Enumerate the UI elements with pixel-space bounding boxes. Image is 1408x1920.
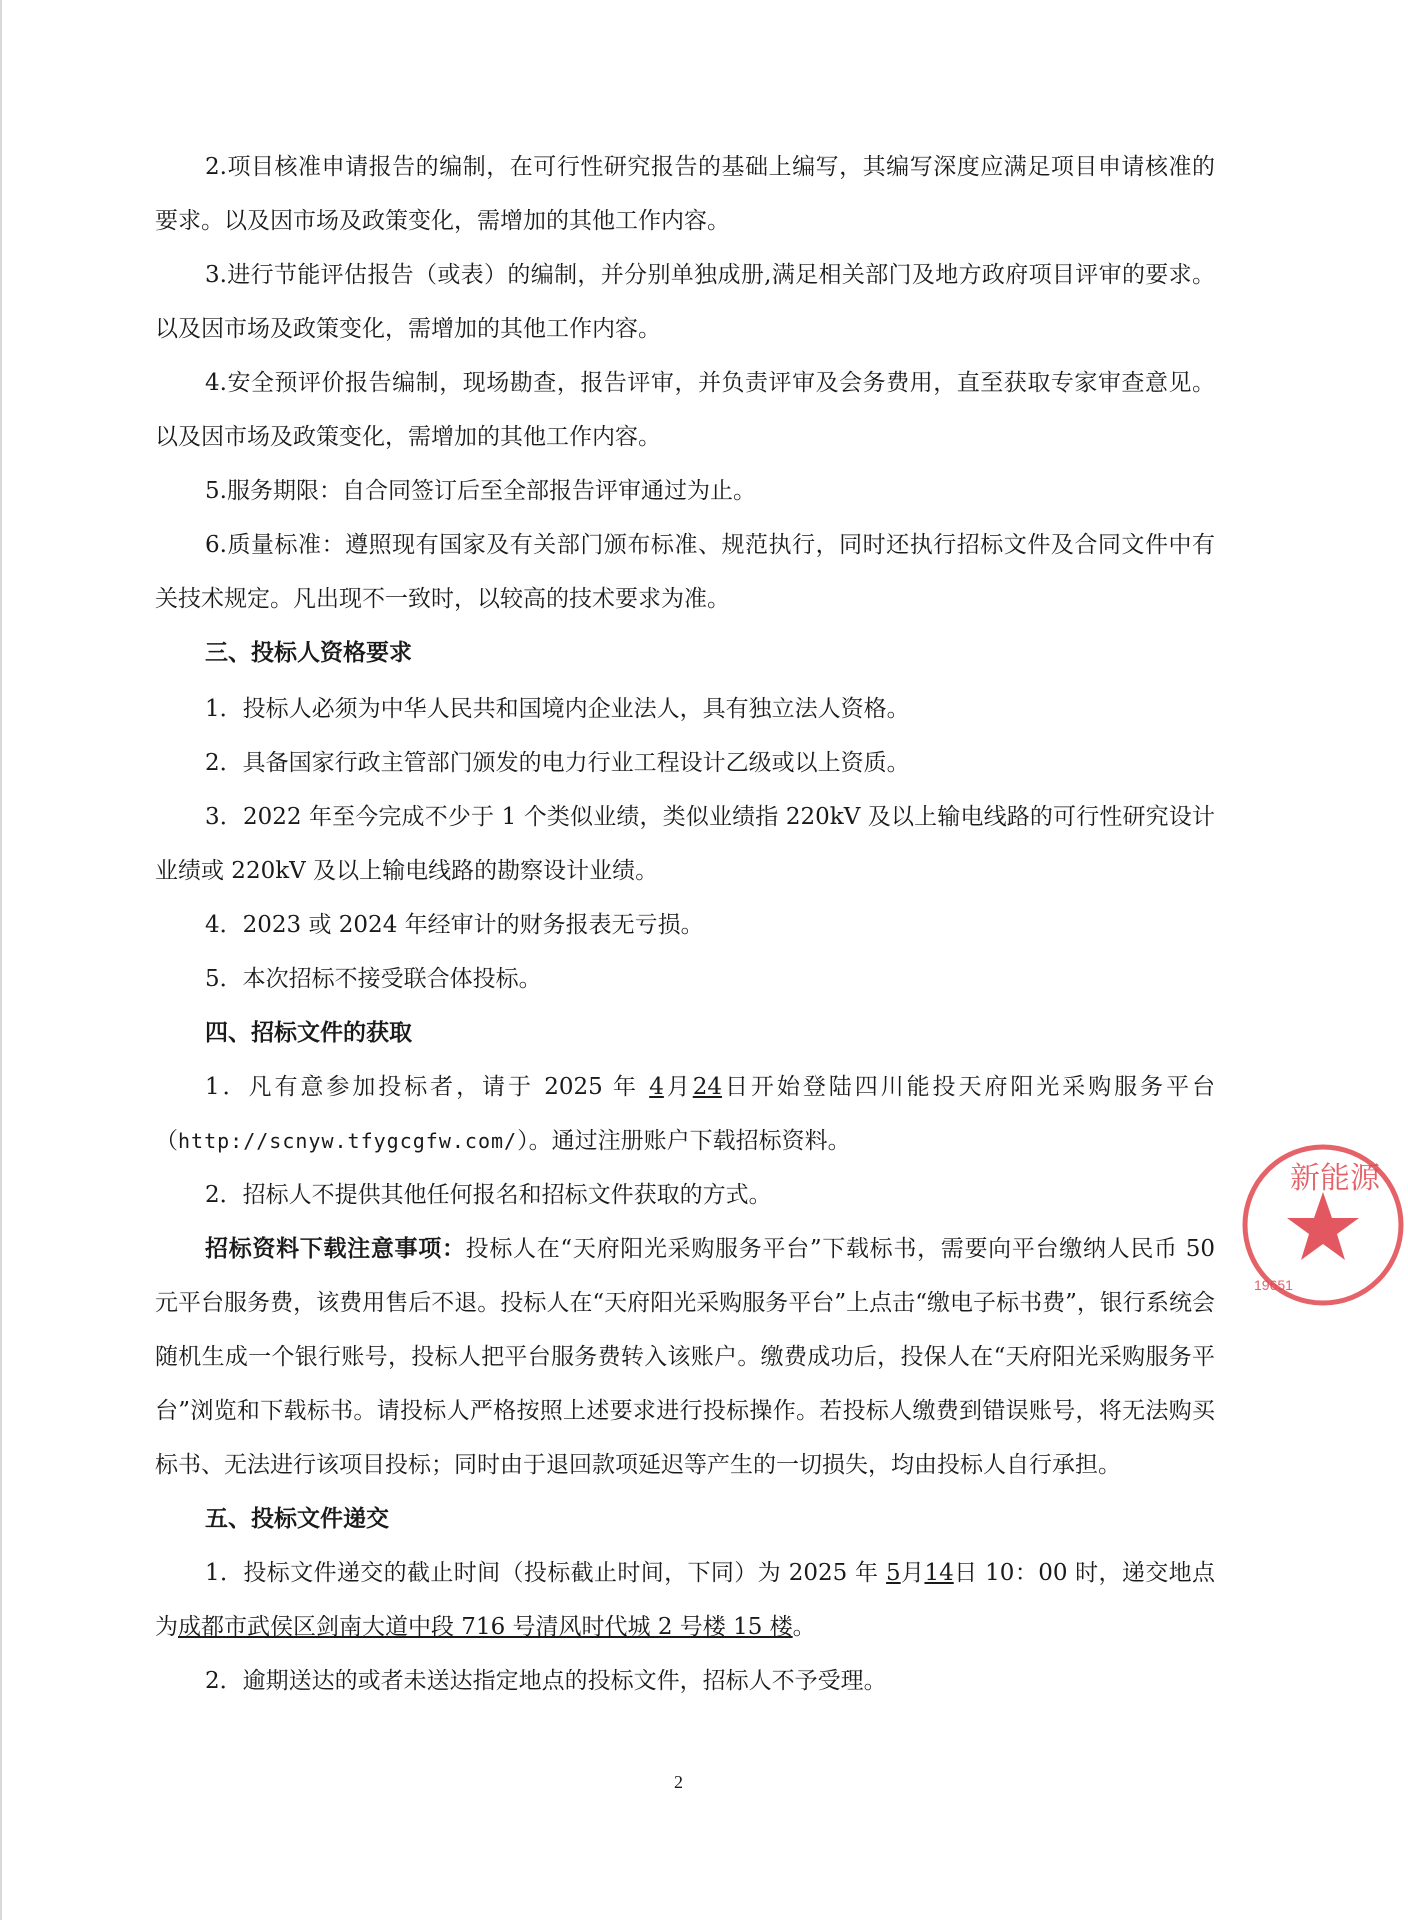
- section-5-item-1: [155, 1546, 1215, 1654]
- address-end: 。: [792, 1614, 816, 1640]
- stamp-text-top: 新能源: [1290, 1161, 1380, 1196]
- start-day: 24: [692, 1074, 723, 1100]
- paragraph-item-4: 4.安全预评价报告编制，现场勘查，报告评审，并负责评审及会务费用，直至获取专家审查意见。以及因市场及政策变化，需增加的其他工作内容。: [155, 370, 1215, 450]
- download-notice-label: 招标资料下载注意事项：: [205, 1236, 466, 1262]
- section-3-heading: 三、投标人资格要求: [205, 640, 412, 666]
- section-4-item-1: [155, 1060, 1215, 1168]
- paragraph-item-2: 2.项目核准申请报告的编制，在可行性研究报告的基础上编写，其编写深度应满足项目申请核准的要求。以及因市场及政策变化，需增加的其他工作内容。: [155, 154, 1215, 234]
- paragraph-item-5: 5.服务期限：自合同签订后至全部报告评审通过为止。: [205, 478, 756, 504]
- company-seal-stamp: [1238, 1140, 1408, 1310]
- start-month: 4: [649, 1074, 664, 1100]
- section-4-item-2: 2．招标人不提供其他任何报名和招标文件获取的方式。: [205, 1182, 772, 1208]
- stamp-text-bottom: 19651: [1254, 1277, 1293, 1293]
- month-char: 月: [663, 1074, 693, 1100]
- page-number: 2: [674, 1772, 683, 1792]
- section-5-item-1-suffix: 日 10：00 时，: [953, 1560, 1122, 1586]
- deadline-day: 14: [924, 1560, 954, 1586]
- download-notice-text: 投标人在“天府阳光采购服务平台”下载标书，需要向平台缴纳人民币 50 元平台服务费，该费用售后不退。投标人在“天府阳光采购服务平台”上点击“缴电子标书费”，银行系统会随机生成一个银行账号，投标人把平台服务费转入该账户。缴费成功后，投保人在“天府阳光采购服务平台”浏览和下载标书。请投标人严格按照上述要求进行投标操作。若投标人缴费到错误账号，将无法购买标书、无法进行该项目投标；同时由于退回款项延迟等产生的一切损失，均由投标人自行承担。: [155, 1236, 1215, 1478]
- platform-url: http://scnyw.tfygcgfw.com/: [178, 1129, 518, 1153]
- section-4-heading: 四、招标文件的获取: [205, 1020, 412, 1046]
- line2-start: 台（: [155, 1074, 1216, 1154]
- section-3-item-1: 1．投标人必须为中华人民共和国境内企业法人，具有独立法人资格。: [205, 696, 910, 722]
- address-lead: 递交地点为: [155, 1560, 1216, 1640]
- scan-left-edge: [0, 0, 2, 1920]
- section-3-item-5: 5．本次招标不接受联合体投标。: [205, 966, 542, 992]
- section-5-item-1-prefix: 1．投标文件递交的截止时间（投标截止时间，下同）为 2025 年: [205, 1560, 879, 1586]
- paragraph-item-6: 6.质量标准：遵照现有国家及有关部门颁布标准、规范执行，同时还执行招标文件及合同文件中有关技术规定。凡出现不一致时，以较高的技术要求为准。: [155, 532, 1215, 612]
- document-body: [155, 140, 1215, 1708]
- submission-address: 成都市武侯区剑南大道中段 716 号清风时代城 2 号楼 15 楼: [178, 1614, 793, 1640]
- section-3-item-4: 4．2023 或 2024 年经审计的财务报表无亏损。: [205, 912, 704, 938]
- section-3-item-2: 2．具备国家行政主管部门颁发的电力行业工程设计乙级或以上资质。: [205, 750, 910, 776]
- section-3-item-3: 3．2022 年至今完成不少于 1 个类似业绩，类似业绩指 220kV 及以上输电线路的可行性研究设计业绩或 220kV 及以上输电线路的勘察设计业绩。: [155, 804, 1215, 884]
- section-5-item-2: 2．逾期送达的或者未送达指定地点的投标文件，招标人不予受理。: [205, 1668, 887, 1694]
- line2-end: ）。通过注册账户下载招标资料。: [517, 1128, 851, 1154]
- section-4-item-1-prefix: 1．凡有意参加投标者，请于 2025 年: [205, 1074, 639, 1100]
- download-notice: [155, 1222, 1215, 1492]
- month-char-2: 月: [900, 1560, 925, 1586]
- section-4-item-1-suffix: 日开始登陆四川能投天府阳光采购服务平: [722, 1074, 1193, 1100]
- paragraph-item-3: 3.进行节能评估报告（或表）的编制，并分别单独成册,满足相关部门及地方政府项目评审的要求。以及因市场及政策变化，需增加的其他工作内容。: [155, 262, 1215, 342]
- section-5-heading: 五、投标文件递交: [205, 1506, 389, 1532]
- deadline-month: 5: [886, 1560, 901, 1586]
